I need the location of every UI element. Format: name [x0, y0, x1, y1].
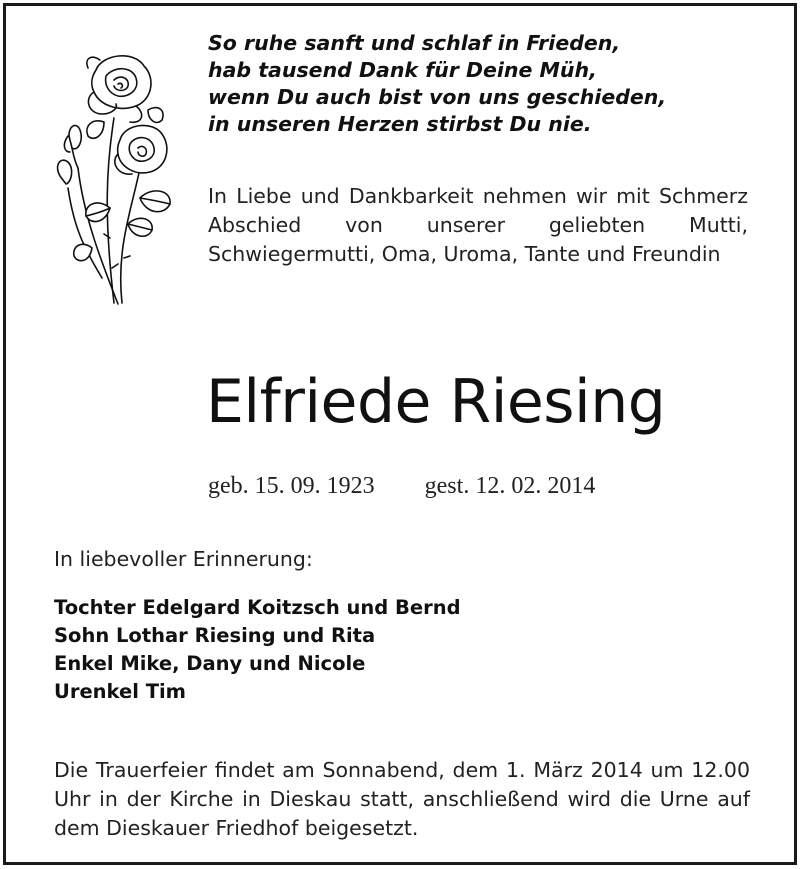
funeral-notice: Die Trauerfeier findet am Sonnabend, dem 1. März 2014 um 12.00 Uhr in der Kirche in Dieskau statt, anschließend wird die Urne auf dem Dieskauer Friedhof beigesetzt. — [54, 758, 750, 840]
intro-text: In Liebe und Dankbarkeit nehmen wir mit Schmerz Abschied von unserer geliebten Mutti, Schwiegermutti, Oma, Uroma, Tante und Freundin — [208, 184, 748, 266]
birth-date: geb. 15. 09. 1923 — [208, 473, 375, 499]
mourner-line: Enkel Mike, Dany und Nicole — [54, 652, 366, 675]
mourner-line: Tochter Edelgard Koitzsch und Bernd — [54, 596, 461, 619]
verse-line: So ruhe sanft und schlaf in Frieden, — [208, 31, 621, 55]
verse-line: wenn Du auch bist von uns geschieden, — [208, 85, 667, 109]
death-date: gest. 12. 02. 2014 — [424, 473, 596, 499]
mourners-list — [54, 594, 461, 706]
verse-line: in unseren Herzen stirbst Du nie. — [208, 112, 592, 136]
life-dates — [208, 470, 595, 502]
mourner-line: Urenkel Tim — [54, 680, 187, 703]
remembrance-heading: In liebevoller Erinnerung: — [54, 547, 313, 571]
memorial-verse — [208, 30, 666, 138]
deceased-name: Elfriede Riesing — [206, 367, 666, 437]
rose-illustration — [44, 48, 184, 310]
verse-line: hab tausend Dank für Deine Müh, — [208, 58, 597, 82]
mourner-line: Sohn Lothar Riesing und Rita — [54, 624, 376, 647]
